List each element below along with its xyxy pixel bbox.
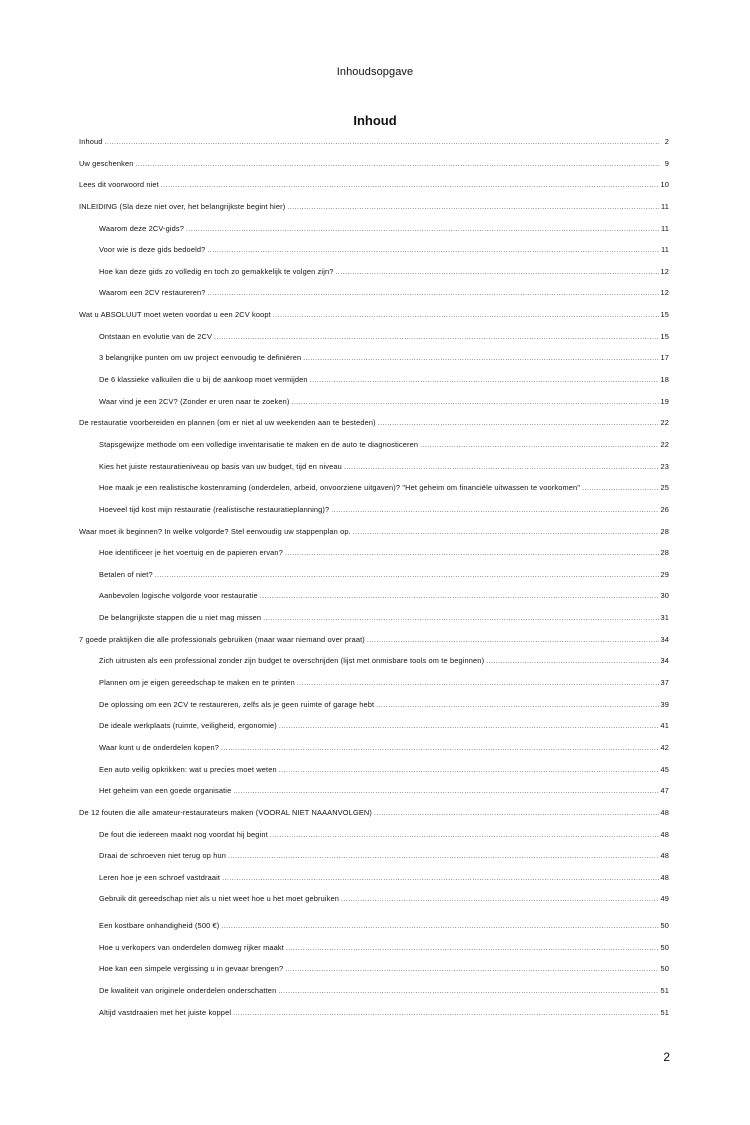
toc-dot-leader xyxy=(374,810,659,817)
toc-entry[interactable] xyxy=(79,700,669,722)
toc-entry-page: 39 xyxy=(660,699,669,709)
toc-entry[interactable] xyxy=(79,483,669,505)
toc-entry-title: Hoeveel tijd kost mijn restauratie (realistische restauratieplanning)? xyxy=(99,504,330,514)
toc-entry-title: Waarom deze 2CV-gids? xyxy=(99,223,185,233)
toc-entry-title: Inhoud xyxy=(79,137,103,146)
toc-entry-title: Gebruik dit gereedschap niet als u niet weet hoe u het moet gebruiken xyxy=(99,894,340,904)
toc-entry-title: Een kostbare onhandigheid (500 €) xyxy=(99,921,220,931)
toc-entry-title: Lees dit voorwoord niet xyxy=(79,180,159,190)
toc-entry-title: De 12 fouten die alle amateur-restaurateurs maken (VOORAL NIET NAAANVOLGEN) xyxy=(79,807,373,817)
toc-heading: Inhoud xyxy=(353,113,397,128)
toc-entry-page: 25 xyxy=(660,483,669,493)
toc-entry-page: 11 xyxy=(661,223,669,233)
toc-entry-page: 41 xyxy=(660,721,669,731)
toc-entry-title: De belangrijkste stappen die u niet mag missen xyxy=(99,613,262,623)
toc-entry[interactable] xyxy=(79,548,669,570)
toc-dot-leader xyxy=(486,658,659,665)
toc-entry[interactable] xyxy=(79,808,669,830)
toc-entry-page: 49 xyxy=(660,894,669,904)
toc-entry-title: De restauratie voorbereiden en plannen (om er niet al uw weekenden aan te besteden) xyxy=(79,418,376,428)
toc-entry-page: 50 xyxy=(660,921,669,931)
toc-entry-page: 50 xyxy=(660,942,669,952)
toc-entry-title: Hoe maak je een realistische kostenraming (onderdelen, arbeid, onvoorziene uitgaven)? "Het geheim om financiële uitwassen te voorkomen" xyxy=(99,483,581,493)
toc-entry[interactable] xyxy=(79,310,669,332)
toc-entry-title: Hoe kan deze gids zo volledig en toch zo gemakkelijk te volgen zijn? xyxy=(99,266,334,276)
toc-entry-title: 7 goede praktijken die alle professionals gebruiken (maar waar niemand over praat) xyxy=(79,634,365,644)
toc-entry-page: 15 xyxy=(660,310,669,320)
toc-entry[interactable] xyxy=(79,765,669,787)
toc-dot-leader xyxy=(310,377,660,384)
toc-entry[interactable] xyxy=(79,743,669,765)
toc-entry-title: Wat u ABSOLUUT moet weten voordat u een 2CV koopt xyxy=(79,310,271,320)
toc-dot-leader xyxy=(207,290,659,297)
toc-entry[interactable] xyxy=(79,137,669,159)
toc-dot-leader xyxy=(233,788,659,795)
toc-entry[interactable] xyxy=(79,332,669,354)
table-of-contents xyxy=(79,137,669,1029)
toc-dot-leader xyxy=(344,464,660,471)
toc-entry-page: 50 xyxy=(660,964,669,974)
toc-entry-title: Hoe kan een simpele vergissing u in gevaar brengen? xyxy=(99,964,284,974)
toc-entry[interactable] xyxy=(79,418,669,440)
toc-dot-leader xyxy=(336,269,660,276)
toc-entry-page: 23 xyxy=(660,461,669,471)
toc-entry[interactable] xyxy=(79,894,669,916)
toc-dot-leader xyxy=(260,593,660,600)
page-number: 2 xyxy=(663,1050,670,1064)
toc-entry-page: 34 xyxy=(660,656,669,666)
toc-entry-title: Zich uitrusten als een professional zonder zijn budget te overschrijden (lijst met onmisbare tools om te beginnen) xyxy=(99,656,485,666)
toc-dot-leader xyxy=(278,988,659,995)
toc-dot-leader xyxy=(214,334,659,341)
toc-entry[interactable] xyxy=(79,851,669,873)
toc-entry-title: De fout die iedereen maakt nog voordat hij begint xyxy=(99,829,268,839)
toc-dot-leader xyxy=(279,723,660,730)
toc-entry-title: Waar vind je een 2CV? (Zonder er uren naar te zoeken) xyxy=(99,396,290,406)
toc-entry-title: Hoe identificeer je het voertuig en de papieren ervan? xyxy=(99,548,283,558)
toc-entry-page: 22 xyxy=(660,418,669,428)
toc-dot-leader xyxy=(207,247,660,254)
toc-dot-leader xyxy=(136,161,660,168)
toc-entry[interactable] xyxy=(79,613,669,635)
toc-entry-title: Altijd vastdraaien met het juiste koppel xyxy=(99,1007,232,1017)
toc-dot-leader xyxy=(353,529,660,536)
toc-entry[interactable] xyxy=(79,288,669,310)
toc-entry[interactable] xyxy=(79,375,669,397)
toc-dot-leader xyxy=(297,680,660,687)
toc-entry[interactable] xyxy=(79,678,669,700)
toc-entry[interactable] xyxy=(79,570,669,592)
toc-entry-page: 42 xyxy=(660,742,669,752)
toc-entry-title: Waar kunt u de onderdelen kopen? xyxy=(99,742,219,752)
toc-dot-leader xyxy=(233,1010,659,1017)
toc-dot-leader xyxy=(105,139,660,146)
toc-dot-leader xyxy=(378,420,660,427)
toc-entry-title: Het geheim van een goede organisatie xyxy=(99,786,232,796)
toc-entry[interactable] xyxy=(79,224,669,246)
toc-entry-title: De ideale werkplaats (ruimte, veiligheid, ergonomie) xyxy=(99,721,277,731)
toc-entry[interactable] xyxy=(79,964,669,986)
toc-dot-leader xyxy=(186,226,660,233)
toc-dot-leader xyxy=(292,399,660,406)
toc-dot-leader xyxy=(221,923,659,930)
toc-entry-page: 2 xyxy=(664,137,669,146)
toc-entry-title: Leren hoe je een schroef vastdraait xyxy=(99,872,221,882)
toc-entry[interactable] xyxy=(79,921,669,943)
toc-entry-title: Waarom een 2CV restaureren? xyxy=(99,288,206,298)
toc-entry-title: INLEIDING (Sla deze niet over, het belangrijkste begint hier) xyxy=(79,201,286,211)
toc-entry-page: 30 xyxy=(660,591,669,601)
toc-entry-title: Draai de schroeven niet terug op hun xyxy=(99,851,227,861)
toc-entry-page: 48 xyxy=(660,829,669,839)
toc-entry-title: Aanbevolen logische volgorde voor restauratie xyxy=(99,591,258,601)
toc-dot-leader xyxy=(270,832,660,839)
toc-dot-leader xyxy=(273,312,660,319)
toc-entry-title: Ontstaan en evolutie van de 2CV xyxy=(99,331,213,341)
toc-entry-title: Plannen om je eigen gereedschap te maken en te printen xyxy=(99,678,295,688)
toc-entry[interactable] xyxy=(79,527,669,549)
toc-entry-title: 3 belangrijke punten om uw project eenvoudig te definiëren xyxy=(99,353,302,363)
toc-entry-page: 48 xyxy=(660,851,669,861)
toc-entry-page: 12 xyxy=(660,266,669,276)
toc-entry-page: 34 xyxy=(660,634,669,644)
toc-dot-leader xyxy=(582,485,659,492)
toc-entry[interactable] xyxy=(79,1008,669,1030)
toc-entry-page: 48 xyxy=(660,872,669,882)
toc-entry-page: 11 xyxy=(661,245,669,255)
toc-entry[interactable] xyxy=(79,943,669,965)
toc-entry[interactable] xyxy=(79,635,669,657)
toc-entry-title: De 6 klassieke valkuilen die u bij de aankoop moet vermijden xyxy=(99,375,308,385)
toc-entry-page: 45 xyxy=(660,764,669,774)
toc-entry-title: Hoe u verkopers van onderdelen domweg rijker maakt xyxy=(99,942,284,952)
toc-dot-leader xyxy=(263,615,659,622)
toc-entry-page: 51 xyxy=(660,985,669,995)
toc-entry-title: Stapsgewijze methode om een volledige inventarisatie te maken en de auto te diagnosticeren xyxy=(99,439,419,449)
toc-entry[interactable] xyxy=(79,353,669,375)
toc-entry-title: Betalen of niet? xyxy=(99,569,153,579)
toc-entry[interactable] xyxy=(79,591,669,613)
toc-entry-title: Voor wie is deze gids bedoeld? xyxy=(99,245,206,255)
toc-entry-title: Waar moet ik beginnen? In welke volgorde? Stel eenvoudig uw stappenplan op. xyxy=(79,526,351,536)
toc-dot-leader xyxy=(331,507,659,514)
toc-entry[interactable] xyxy=(79,505,669,527)
toc-dot-leader xyxy=(285,966,659,973)
toc-dot-leader xyxy=(303,355,659,362)
toc-entry-page: 37 xyxy=(660,678,669,688)
toc-dot-leader xyxy=(376,702,659,709)
toc-entry[interactable] xyxy=(79,786,669,808)
running-header: Inhoudsopgave xyxy=(336,66,414,78)
toc-entry-page: 47 xyxy=(660,786,669,796)
toc-entry-page: 22 xyxy=(660,439,669,449)
toc-dot-leader xyxy=(341,896,659,903)
toc-entry-page: 51 xyxy=(660,1007,669,1017)
toc-entry-page: 9 xyxy=(664,158,669,168)
toc-entry-title: De kwaliteit van originele onderdelen onderschatten xyxy=(99,985,277,995)
toc-dot-leader xyxy=(222,875,659,882)
toc-entry-title: De oplossing om een 2CV te restaureren, zelfs als je geen ruimte of garage hebt xyxy=(99,699,375,709)
toc-entry[interactable] xyxy=(79,656,669,678)
toc-entry[interactable] xyxy=(79,986,669,1008)
toc-dot-leader xyxy=(420,442,659,449)
toc-entry-page: 48 xyxy=(660,807,669,817)
toc-entry-title: Een auto veilig opkrikken: wat u precies moet weten xyxy=(99,764,277,774)
toc-entry-page: 28 xyxy=(660,548,669,558)
toc-entry[interactable] xyxy=(79,159,669,181)
toc-entry[interactable] xyxy=(79,440,669,462)
toc-entry-page: 31 xyxy=(660,613,669,623)
toc-entry-page: 28 xyxy=(660,526,669,536)
toc-entry[interactable] xyxy=(79,397,669,419)
toc-dot-leader xyxy=(155,572,660,579)
toc-entry-page: 29 xyxy=(660,569,669,579)
toc-entry-page: 15 xyxy=(660,331,669,341)
toc-entry-page: 10 xyxy=(660,180,669,190)
toc-entry-title: Uw geschenken xyxy=(79,158,134,168)
toc-dot-leader xyxy=(287,204,660,211)
toc-entry[interactable] xyxy=(79,462,669,484)
toc-entry-page: 11 xyxy=(661,201,669,211)
toc-dot-leader xyxy=(221,745,659,752)
toc-entry-page: 17 xyxy=(660,353,669,363)
toc-entry-page: 18 xyxy=(660,375,669,385)
toc-entry[interactable] xyxy=(79,180,669,202)
toc-dot-leader xyxy=(286,945,660,952)
toc-dot-leader xyxy=(285,550,660,557)
toc-dot-leader xyxy=(228,853,659,860)
toc-entry-title: Kies het juiste restauratieniveau op basis van uw budget, tijd en niveau xyxy=(99,461,342,471)
toc-entry[interactable] xyxy=(79,267,669,289)
toc-dot-leader xyxy=(279,767,660,774)
toc-entry[interactable] xyxy=(79,245,669,267)
toc-dot-leader xyxy=(161,182,660,189)
toc-entry[interactable] xyxy=(79,830,669,852)
toc-entry-page: 12 xyxy=(660,288,669,298)
toc-entry-page: 26 xyxy=(660,504,669,514)
toc-entry[interactable] xyxy=(79,721,669,743)
toc-entry-page: 19 xyxy=(660,396,669,406)
toc-entry[interactable] xyxy=(79,873,669,895)
toc-entry[interactable] xyxy=(79,202,669,224)
toc-dot-leader xyxy=(367,637,660,644)
